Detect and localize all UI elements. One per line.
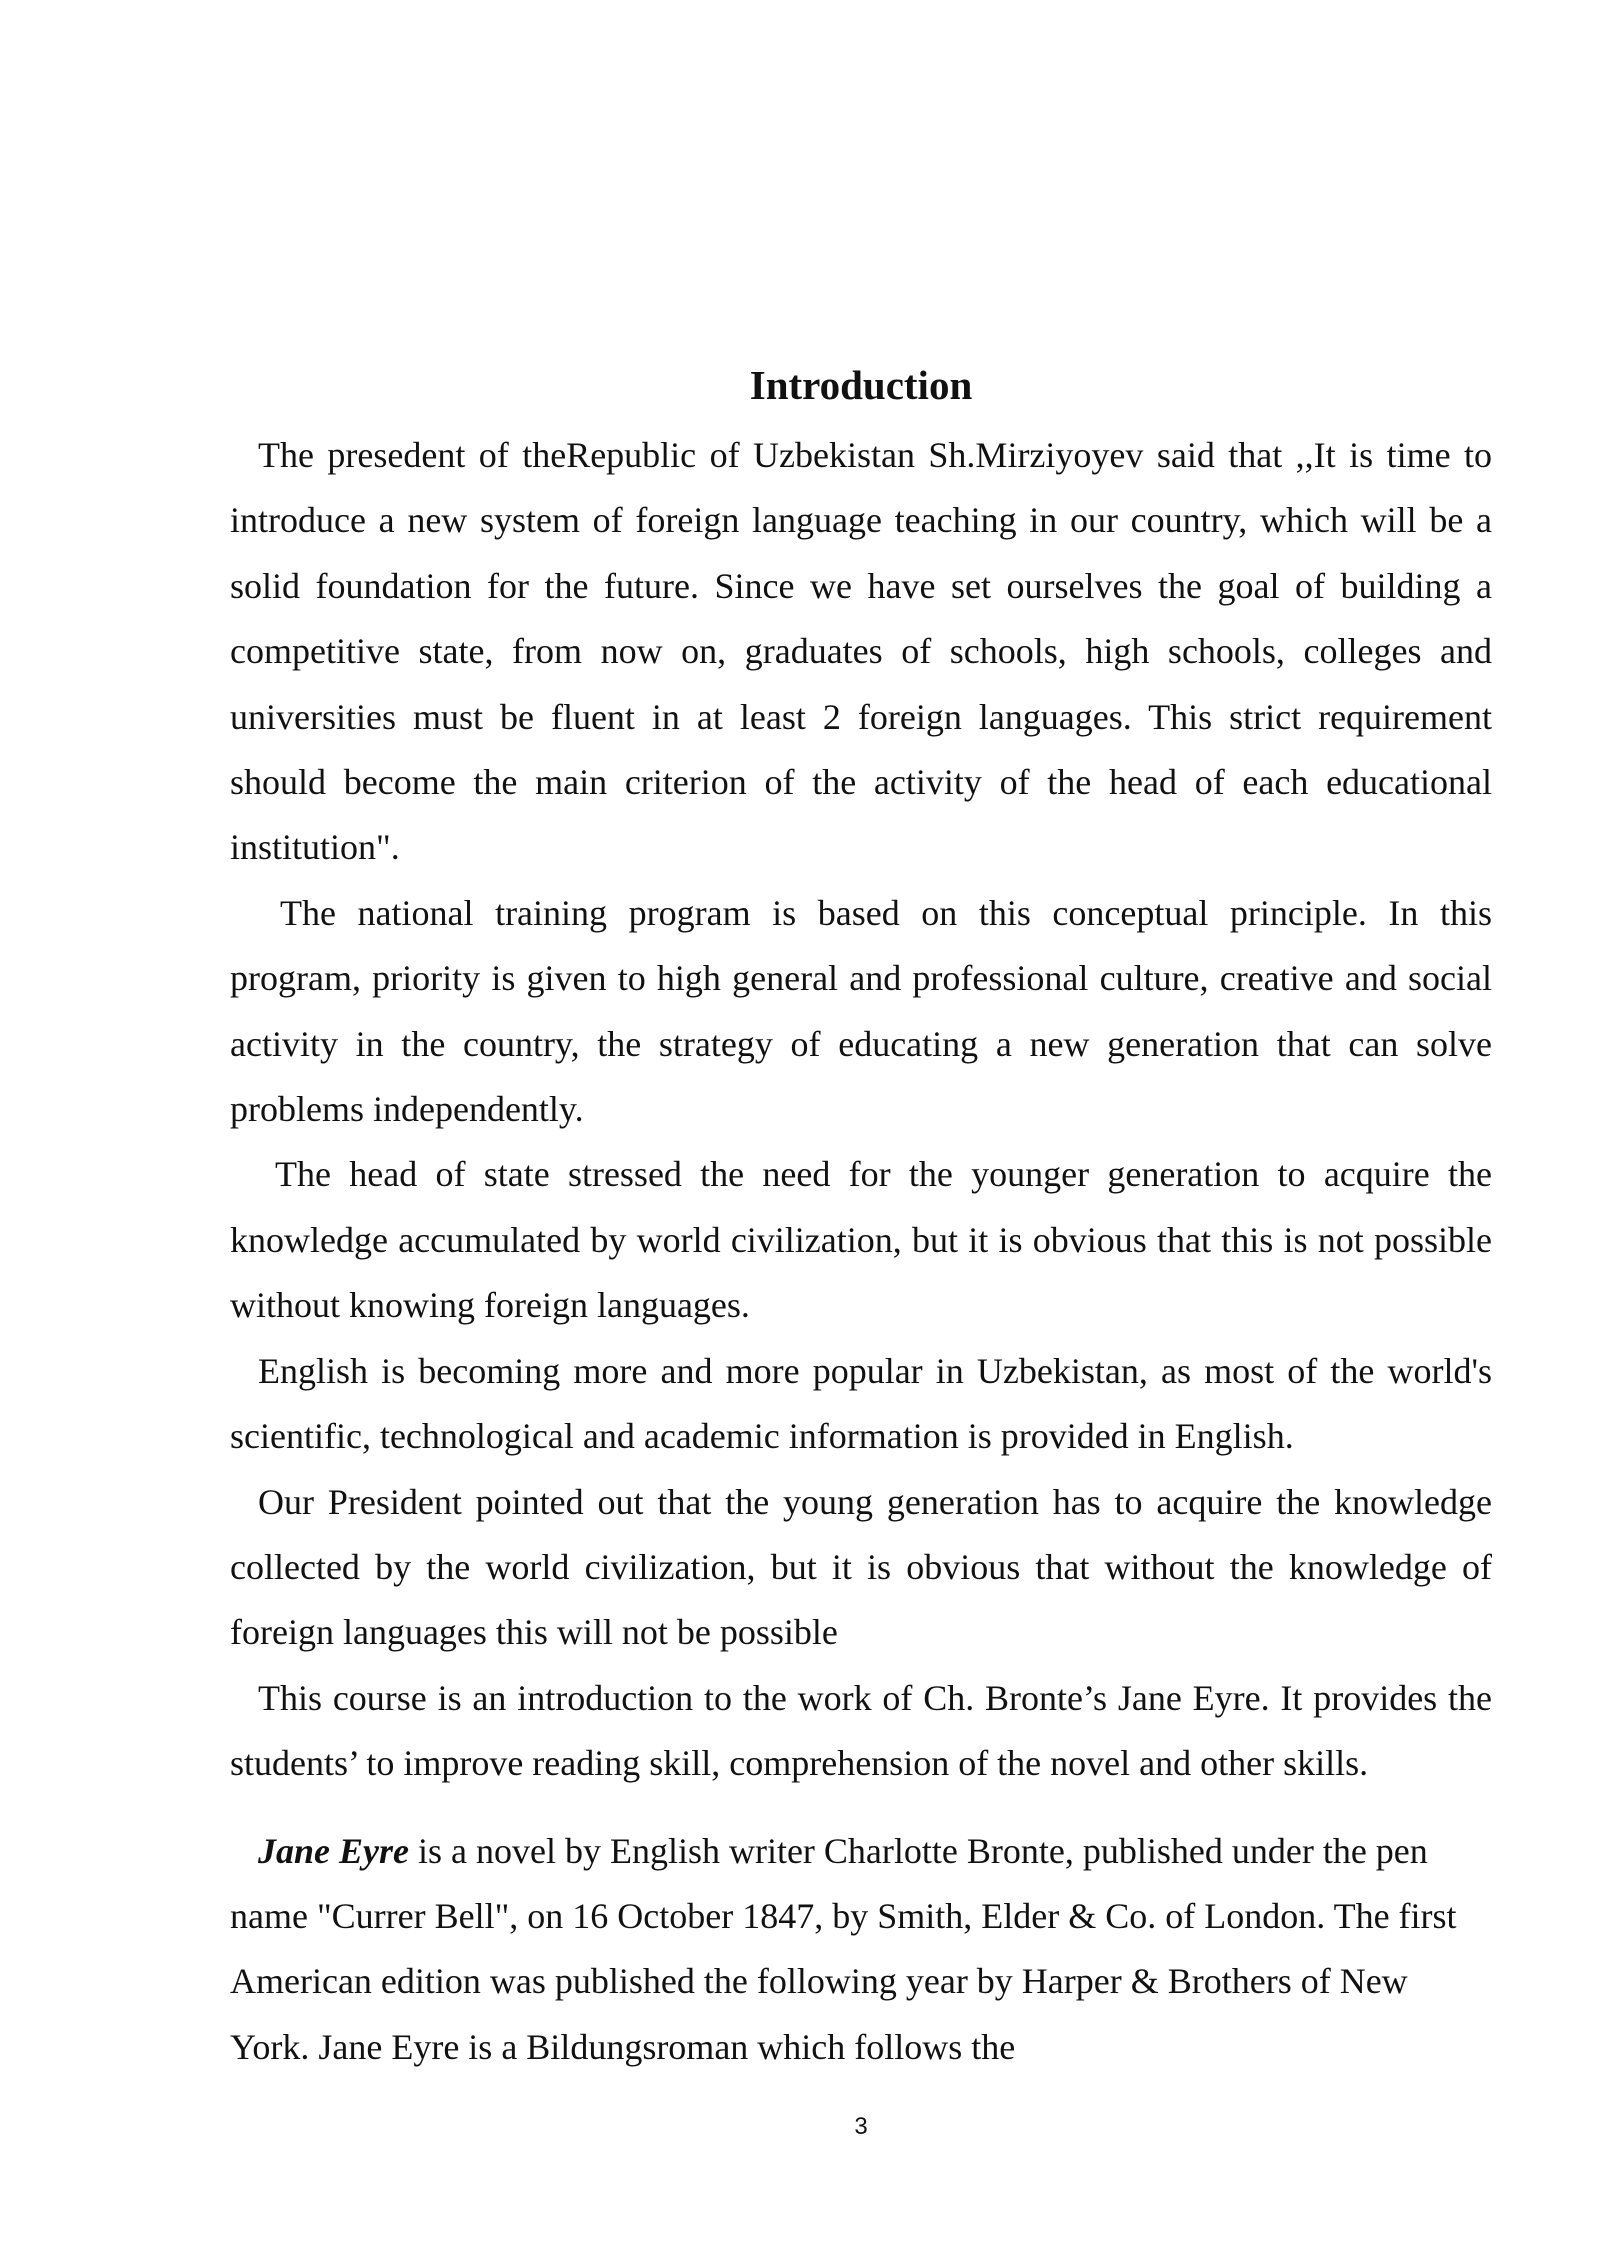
- paragraph-young-generation: Our President pointed out that the young generation has to acquire the knowledge collected by the world civilization, but it is obvious that without the knowledge of foreign languages this will not be possible: [230, 1481, 1492, 1653]
- body-text: [230, 423, 1492, 2080]
- paragraph-president-quote: The presedent of theRepublic of Uzbekistan Sh.Mirziyoyev said that ,,It is time to introduce a new system of foreign language teaching in our country, which will be a solid foundation for the future. Since we have set ourselves the goal of building a competitive state, from now on, graduates of schools, high schools, colleges and universities must be fluent in at least 2 foreign languages. This strict requirement should become the main criterion of the activity of the head of each educational institution".: [230, 435, 1492, 868]
- document-page: [230, 0, 1492, 2262]
- novel-description: is a novel by English writer Charlotte Bronte, published under the pen name "Currer Bell", on 16 October 1847, by Smith, Elder & Co. of London. The first American edition was published the following year by Harper & Brothers of New York. Jane Eyre is a Bildungsroman which follows the: [230, 1830, 1457, 2067]
- paragraph-head-of-state: The head of state stressed the need for the younger generation to acquire the knowledge accumulated by world civilization, but it is obvious that this is not possible without knowing foreign languages.: [230, 1154, 1492, 1326]
- paragraph-training-program: The national training program is based on this conceptual principle. In this program, priority is given to high general and professional culture, creative and social activity in the country, the strategy of educating a new generation that can solve problems independently.: [230, 892, 1492, 1130]
- paragraph-course-intro: This course is an introduction to the work of Ch. Bronte’s Jane Eyre. It provides the students’ to improve reading skill, comprehension of the novel and other skills.: [230, 1677, 1492, 1784]
- page-number: 3: [854, 2113, 868, 2140]
- page-title: Introduction: [749, 362, 973, 408]
- paragraph-jane-eyre: [230, 1819, 1480, 2081]
- paragraph-english-popularity: English is becoming more and more popular in Uzbekistan, as most of the world's scientific, technological and academic information is provided in English.: [230, 1350, 1492, 1457]
- novel-title: Jane Eyre: [258, 1830, 409, 1871]
